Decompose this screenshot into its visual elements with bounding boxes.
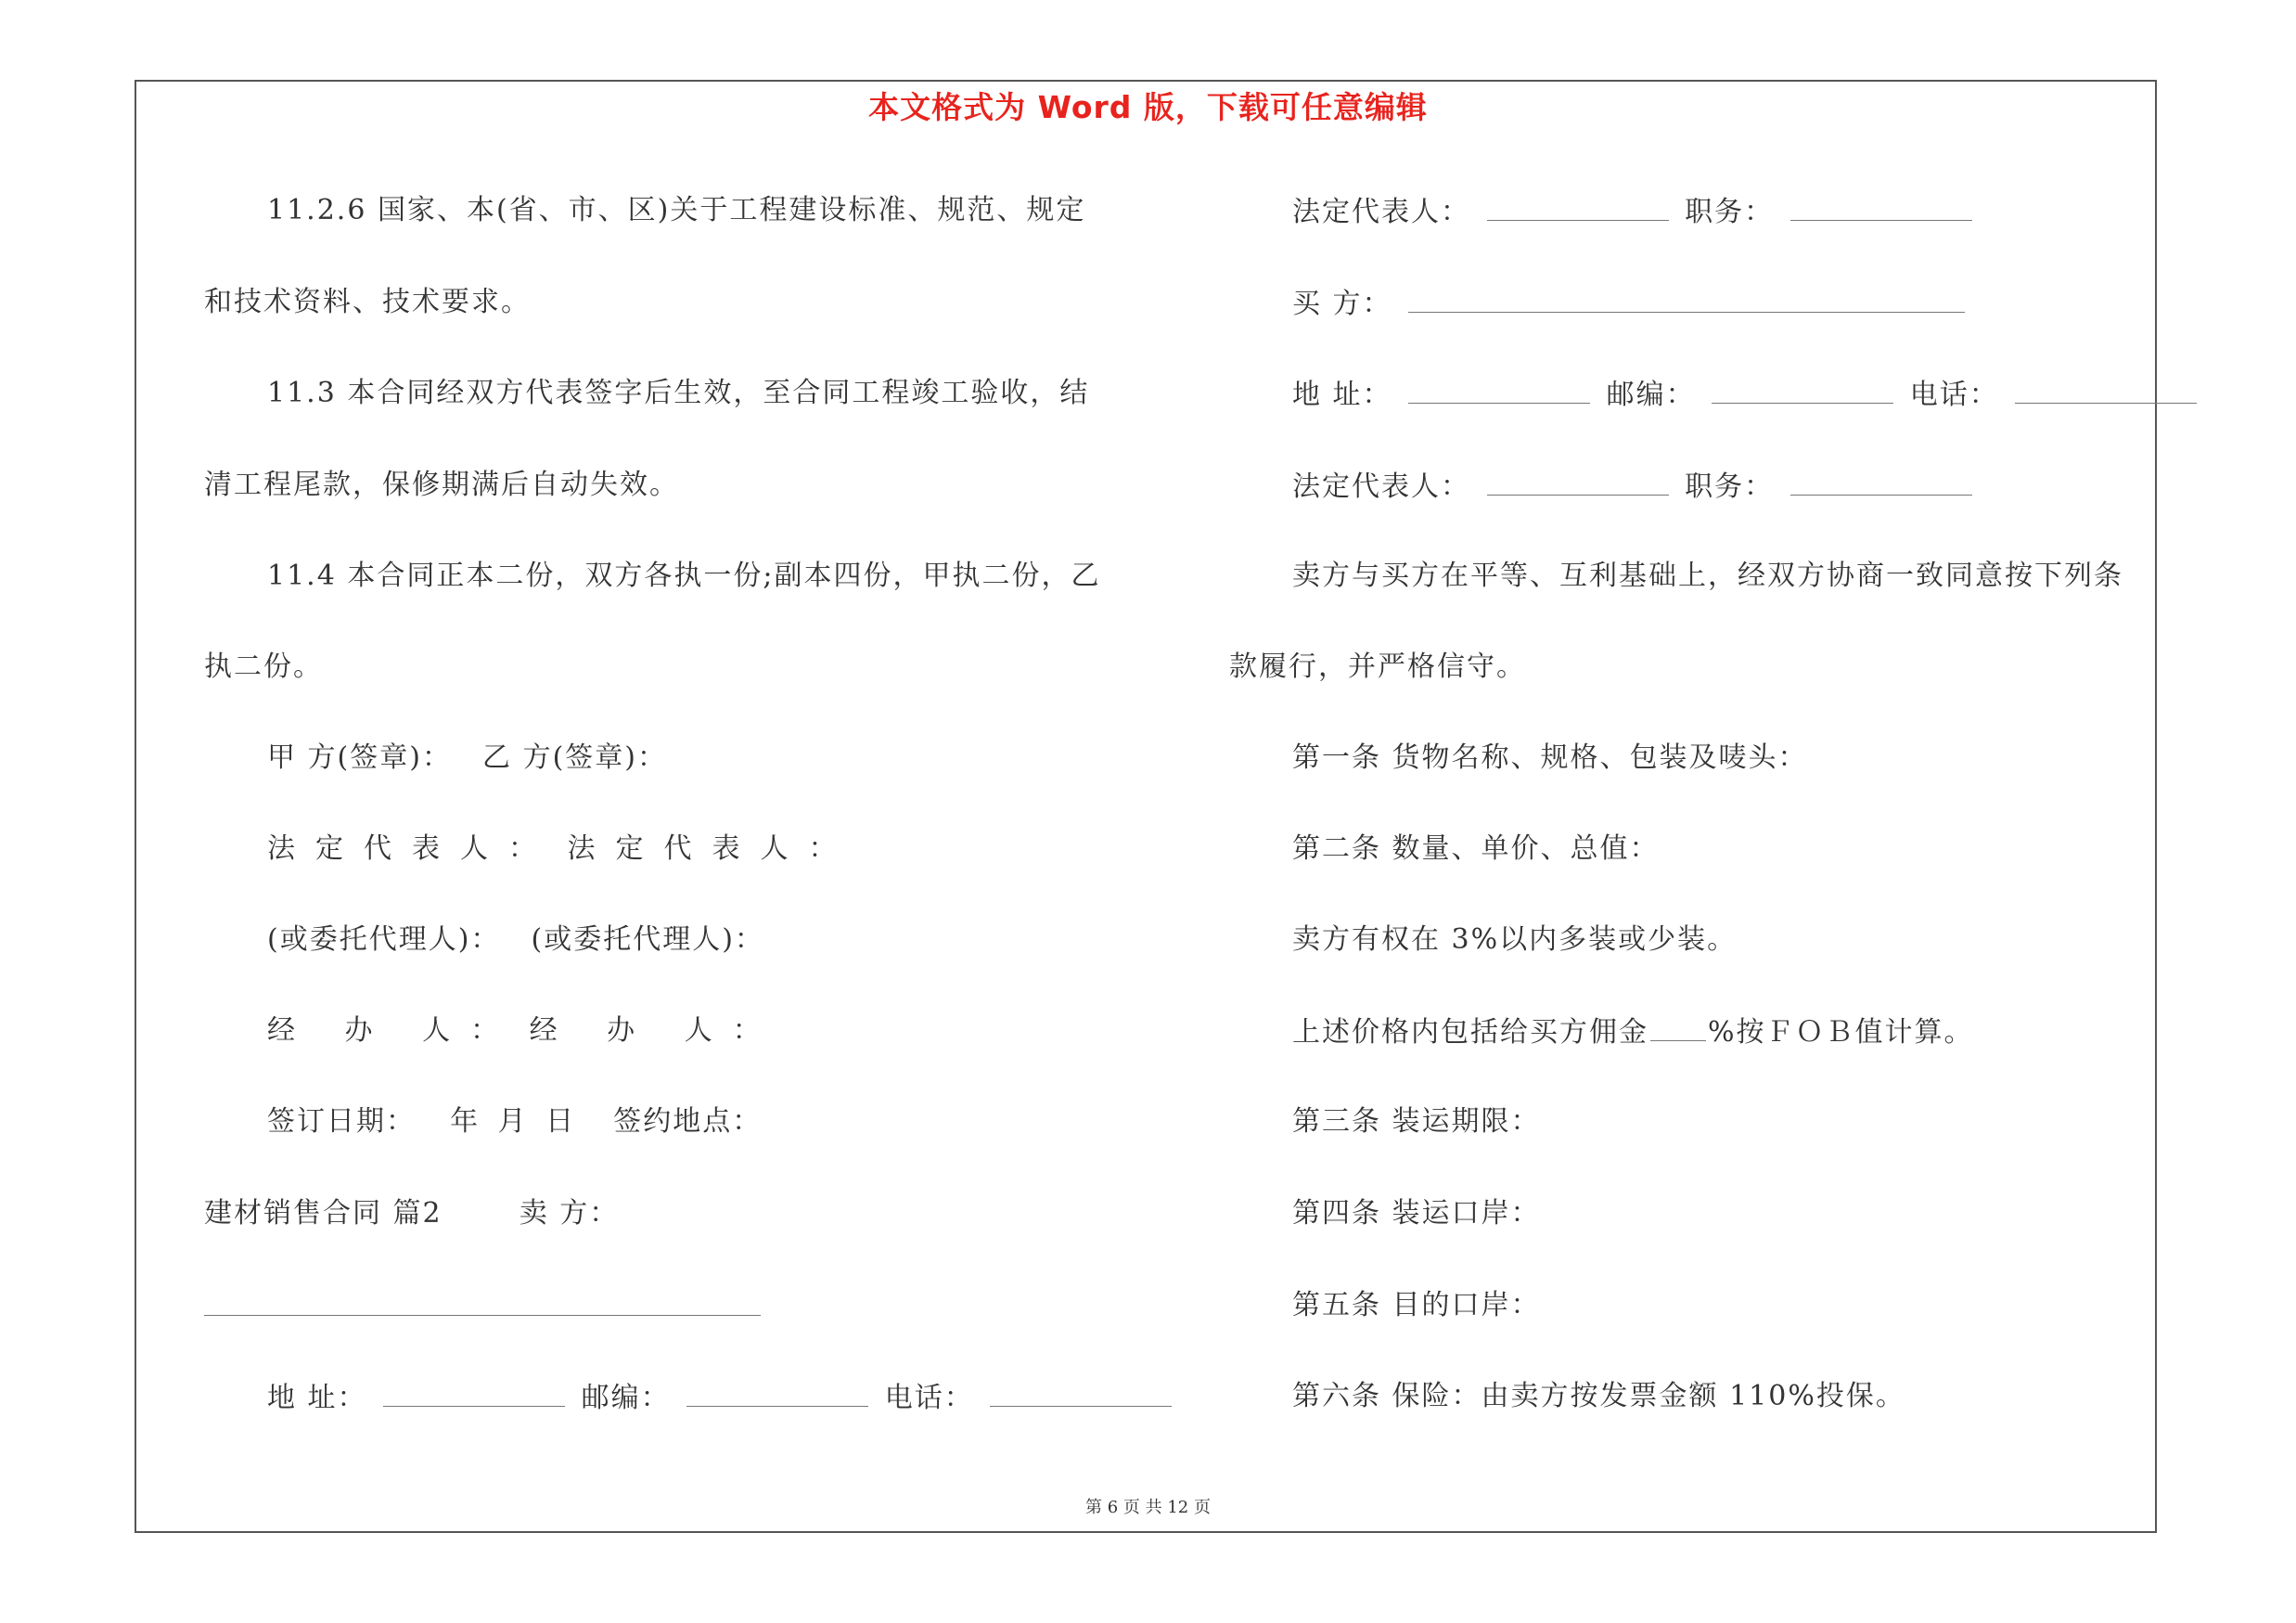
page-number-footer: 第 6 页 共 12 页 [1085,1498,1211,1517]
buyer-tel-blank[interactable] [2015,375,2197,404]
clause-11-4-line2: 执二份。 [204,650,323,683]
article-3: 第三条 装运期限： [1292,1105,1541,1138]
buyer-rep-row [1292,467,1978,506]
party-b-legal-rep-label: 法定代表人： [567,832,857,865]
article-4: 第四条 装运口岸： [1292,1197,1541,1230]
party-b-handler-label: 经 办 人： [529,1014,781,1047]
seller-address-label: 地 址： [267,1382,367,1414]
sign-date-label: 签订日期： [267,1105,416,1138]
clause-11-2-6-line1: 11.2.6 国家、本(省、市、区)关于工程建设标准、规范、规定 [267,194,1086,226]
buyer-zip-label: 邮编： [1606,379,1696,411]
intro-line1: 卖方与买方在平等、互利基础上，经双方协商一致同意按下列条 [1292,560,2123,592]
party-b-signature-label: 乙 方(签章)： [482,741,667,774]
date-place-row [267,1103,762,1140]
seller-duty-blank[interactable] [1790,192,1972,221]
party-a-signature-label: 甲 方(签章)： [267,741,452,774]
seller-rep-row [1292,192,1978,231]
party-a-legal-rep-label: 法定代表人： [267,832,557,865]
legal-rep-row [267,831,857,868]
article-6: 第六条 保险：由卖方按发票金额 110%投保。 [1292,1380,1905,1412]
buyer-tel-label: 电话： [1909,379,1999,411]
commission-row [1292,1012,1974,1051]
agent-row [267,921,764,959]
party-a-agent-label: (或委托代理人)： [267,923,501,956]
buyer-address-blank[interactable] [1408,375,1590,404]
handler-row [267,1012,781,1050]
buyer-row [1292,284,1970,323]
seller-name-blank[interactable] [204,1287,761,1316]
party-b-agent-label: (或委托代理人)： [531,923,764,956]
intro-line2: 款履行，并严格信守。 [1229,650,1526,683]
buyer-address-label: 地 址： [1292,379,1392,411]
seller-name-blank-row [204,1287,766,1326]
sign-date-parts: 年 月 日 [450,1105,580,1138]
buyer-duty-label: 职务： [1685,470,1775,503]
commission-basis: %按ＦＯＢ值计算。 [1708,1016,1974,1049]
article-2: 第二条 数量、单价、总值： [1292,832,1660,865]
seller-tel-blank[interactable] [990,1378,1172,1407]
article-5: 第五条 目的口岸： [1292,1289,1541,1321]
quantity-tolerance: 卖方有权在 3%以内多装或少装。 [1292,923,1738,956]
seller-address-blank[interactable] [383,1378,565,1407]
commission-blank[interactable] [1650,1012,1706,1041]
contract2-title: 建材销售合同 篇2 [204,1197,443,1230]
seller-zip-label: 邮编： [581,1382,671,1414]
article-1: 第一条 货物名称、规格、包装及唛头： [1292,741,1808,774]
seller-label: 卖 方： [519,1197,620,1230]
seller-address-row [267,1378,1177,1417]
buyer-rep-blank[interactable] [1487,467,1669,496]
seller-duty-label: 职务： [1685,196,1775,228]
commission-label: 上述价格内包括给买方佣金 [1292,1016,1648,1049]
buyer-name-blank[interactable] [1408,284,1965,313]
seller-zip-blank[interactable] [686,1378,868,1407]
buyer-duty-blank[interactable] [1790,467,1972,496]
clause-11-3-line2: 清工程尾款，保修期满后自动失效。 [204,469,679,501]
buyer-rep-label: 法定代表人： [1292,470,1470,503]
clause-11-2-6-line2: 和技术资料、技术要求。 [204,286,531,318]
buyer-zip-blank[interactable] [1712,375,1893,404]
signature-row [267,740,667,777]
buyer-label: 买 方： [1292,288,1392,320]
seller-rep-label: 法定代表人： [1292,196,1470,228]
buyer-address-row [1292,375,2202,414]
party-a-handler-label: 经 办 人： [267,1014,519,1047]
clause-11-4-line1: 11.4 本合同正本二份，双方各执一份;副本四份，甲执二份，乙 [267,560,1101,592]
seller-tel-label: 电话： [884,1382,974,1414]
seller-rep-blank[interactable] [1487,192,1669,221]
contract2-title-row [204,1195,619,1232]
clause-11-3-line1: 11.3 本合同经双方代表签字后生效，至合同工程竣工验收，结 [267,377,1090,409]
word-format-banner: 本文格式为 Word 版，下载可任意编辑 [868,89,1428,125]
sign-place-label: 签约地点： [613,1105,763,1138]
